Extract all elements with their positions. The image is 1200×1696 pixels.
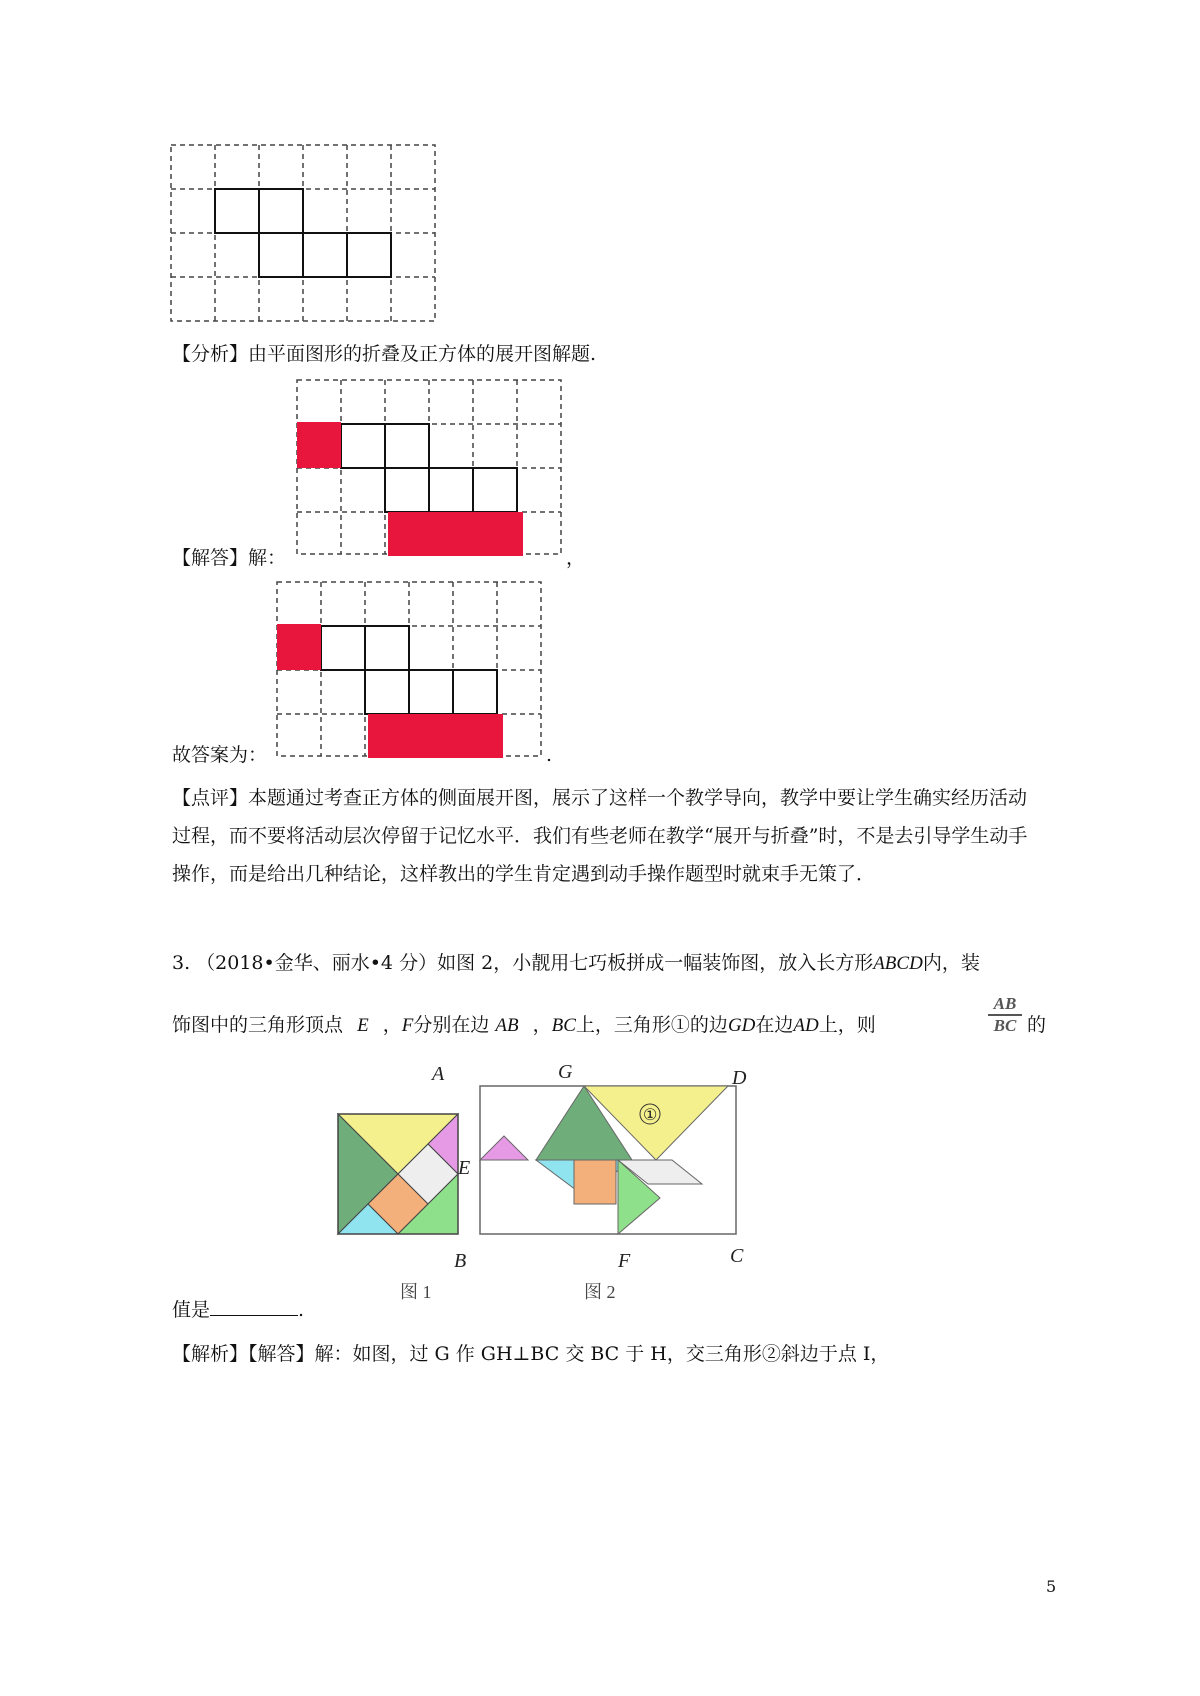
conclusion-line: 故答案为： [172,744,268,766]
analysis-text: 由平面图形的折叠及正方体的展开图解题. [248,343,597,365]
comment-text: 本题通过考查正方体的侧面展开图，展示了这样一个教学导向，教学中要让学生确实经历活动过程，而不要将活动层次停留于记忆水平．我们有些老师在教学“展开与折叠”时，不是去引导学生动手操作，而是给出几种结论，这样教出的学生肯定遇到动手操作题型时就束手无策了． [172,787,1028,885]
answer-blank [210,1297,298,1316]
red-bar [388,512,523,556]
red-bar [368,714,503,758]
label-C: C [730,1245,744,1267]
solution-line [172,1342,889,1366]
comment-paragraph [172,779,1042,893]
red-square [297,422,341,468]
label-B: B [454,1250,467,1272]
caption-fig2: 图 2 [584,1282,616,1302]
figure1-tangram [338,1114,458,1234]
label-E: E [458,1157,471,1179]
solution-text: 解：如图，过 G 作 GH⊥BC 交 BC 于 H，交三角形②斜边于点 I， [314,1343,890,1365]
question3-line2-end: 的 [1027,1014,1047,1036]
comment-tag: 【点评】 [172,787,249,809]
answer-text: 解： [248,547,287,569]
label-A: A [432,1063,445,1085]
answer-trail: ， [566,547,586,569]
figure2-tangram [480,1086,736,1234]
grid-figure-conclusion [276,581,544,759]
fraction-numerator: AB [993,994,1017,1013]
analysis-tag: 【分析】 [172,343,249,365]
answer-line [172,546,286,570]
rect-name: ABCD [873,953,923,974]
question3-line2: 饰图中的三角形顶点 E ，F分别在边 AB ，BC上，三角形①的边GD在边AD上，则 [172,1014,876,1036]
label-G: G [558,1062,573,1083]
label-F: F [618,1250,631,1272]
grid-figure-answer [296,379,564,557]
fraction-denominator: BC [993,1016,1017,1035]
question3-line3: 值是 . [172,1299,305,1321]
conclusion-trail: . [546,744,553,766]
answer-tag: 【解答】 [172,547,249,569]
page-number: 5 [1046,1577,1057,1596]
analysis-line [172,342,596,366]
red-square [277,624,321,670]
grid-figure-question [170,144,446,324]
question3-line1: 3. （2018•金华、丽水•4 分）如图 2，小靓用七巧板拼成一幅装饰图，放入长方形ABCD内，装 [172,952,980,974]
tangram-figure [322,1062,782,1304]
caption-fig1: 图 1 [400,1282,432,1302]
solution-tag: 【解析】【解答】 [172,1343,315,1365]
label-D: D [732,1067,747,1089]
label-circle1: ① [643,1107,658,1124]
